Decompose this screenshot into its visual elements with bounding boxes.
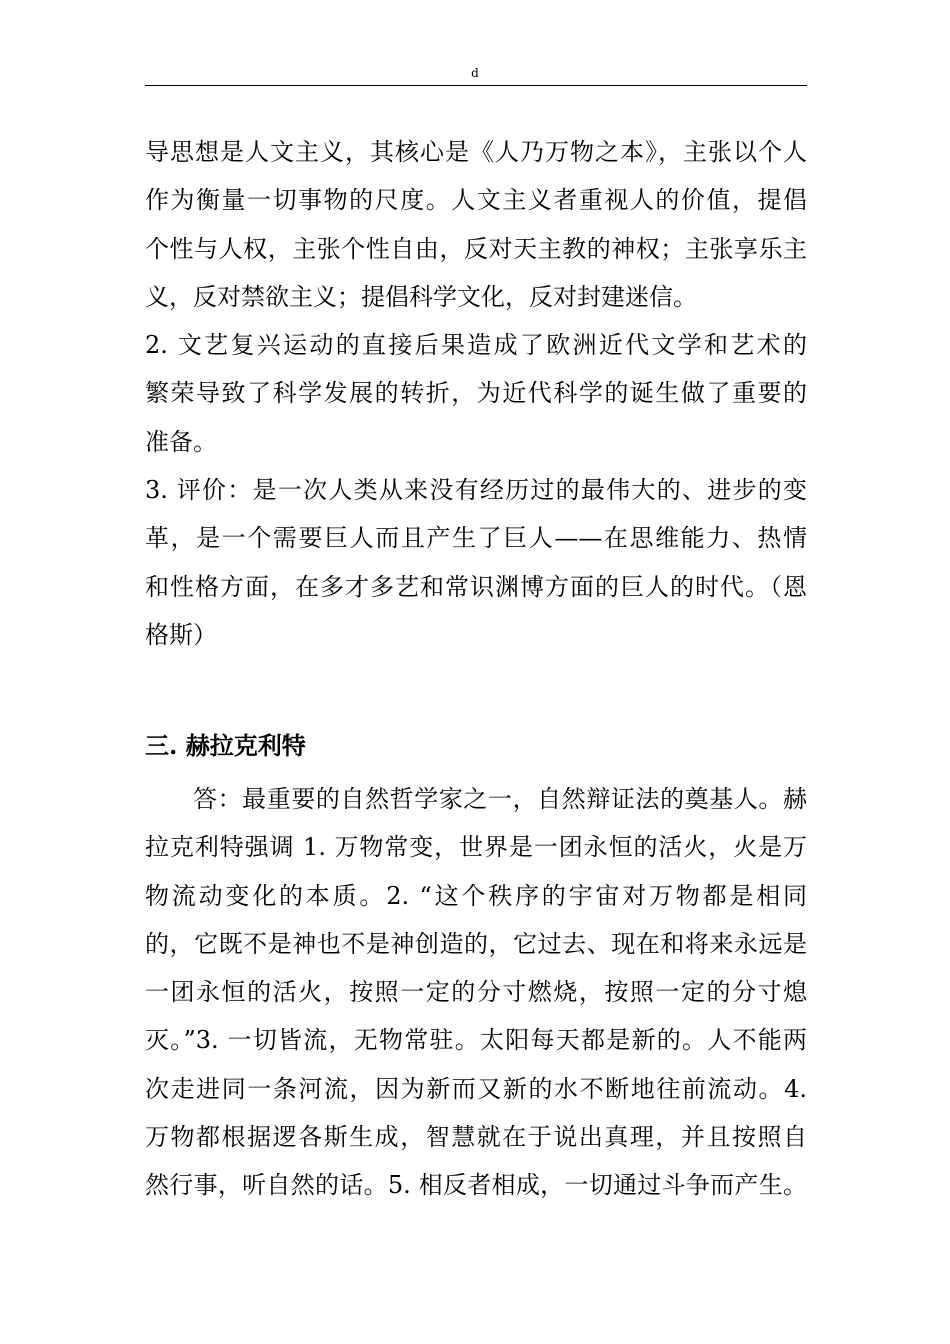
text-line: 拉克利特强调 1. 万物常变，世界是一团永恒的活火，火是万 [145, 833, 807, 862]
text-line: 答：最重要的自然哲学家之一，自然辩证法的奠基人。赫 [193, 785, 807, 813]
body-section-three [145, 775, 807, 1210]
text-line: 准备。 [145, 427, 217, 456]
section-heading: 三. 赫拉克利特 [145, 731, 306, 760]
text-line: 然行事，听自然的话。5. 相反者相成，一切通过斗争而产生。 [145, 1171, 807, 1200]
body-section-a [145, 128, 807, 659]
text-line: 繁荣导致了科学发展的转折，为近代科学的诞生做了重要的 [145, 379, 807, 408]
text-line: 导思想是人文主义，其核心是《人乃万物之本》，主张以个人 [145, 138, 807, 166]
header-rule [145, 85, 807, 86]
text-line: 万物都根据逻各斯生成，智慧就在于说出真理，并且按照自 [145, 1123, 807, 1152]
page-header: d [471, 66, 479, 80]
text-line: 作为衡量一切事物的尺度。人文主义者重视人的价值，提倡 [145, 186, 807, 215]
text-line: 的，它既不是神也不是神创造的，它过去、现在和将来永远是 [145, 929, 807, 958]
text-line: 物流动变化的本质。2. “这个秩序的宇宙对万物都是相同 [145, 881, 807, 910]
text-line: 一团永恒的活火，按照一定的分寸燃烧，按照一定的分寸熄 [145, 978, 807, 1007]
text-line: 义，反对禁欲主义；提倡科学文化，反对封建迷信。 [145, 282, 697, 311]
text-line: 灭。”3. 一切皆流，无物常驻。太阳每天都是新的。人不能两 [145, 1026, 807, 1055]
text-line: 3. 评价：是一次人类从来没有经历过的最伟大的、进步的变 [145, 476, 807, 505]
text-line: 2. 文艺复兴运动的直接后果造成了欧洲近代文学和艺术的 [145, 331, 807, 360]
text-line: 格斯） [145, 620, 217, 649]
text-line: 次走进同一条河流，因为新而又新的水不断地往前流动。4. [145, 1074, 807, 1103]
text-line: 个性与人权，主张个性自由，反对天主教的神权；主张享乐主 [145, 234, 807, 263]
text-line: 和性格方面，在多才多艺和常识渊博方面的巨人的时代。（恩 [145, 572, 807, 601]
text-line: 革，是一个需要巨人而且产生了巨人——在思维能力、热情 [145, 524, 807, 553]
